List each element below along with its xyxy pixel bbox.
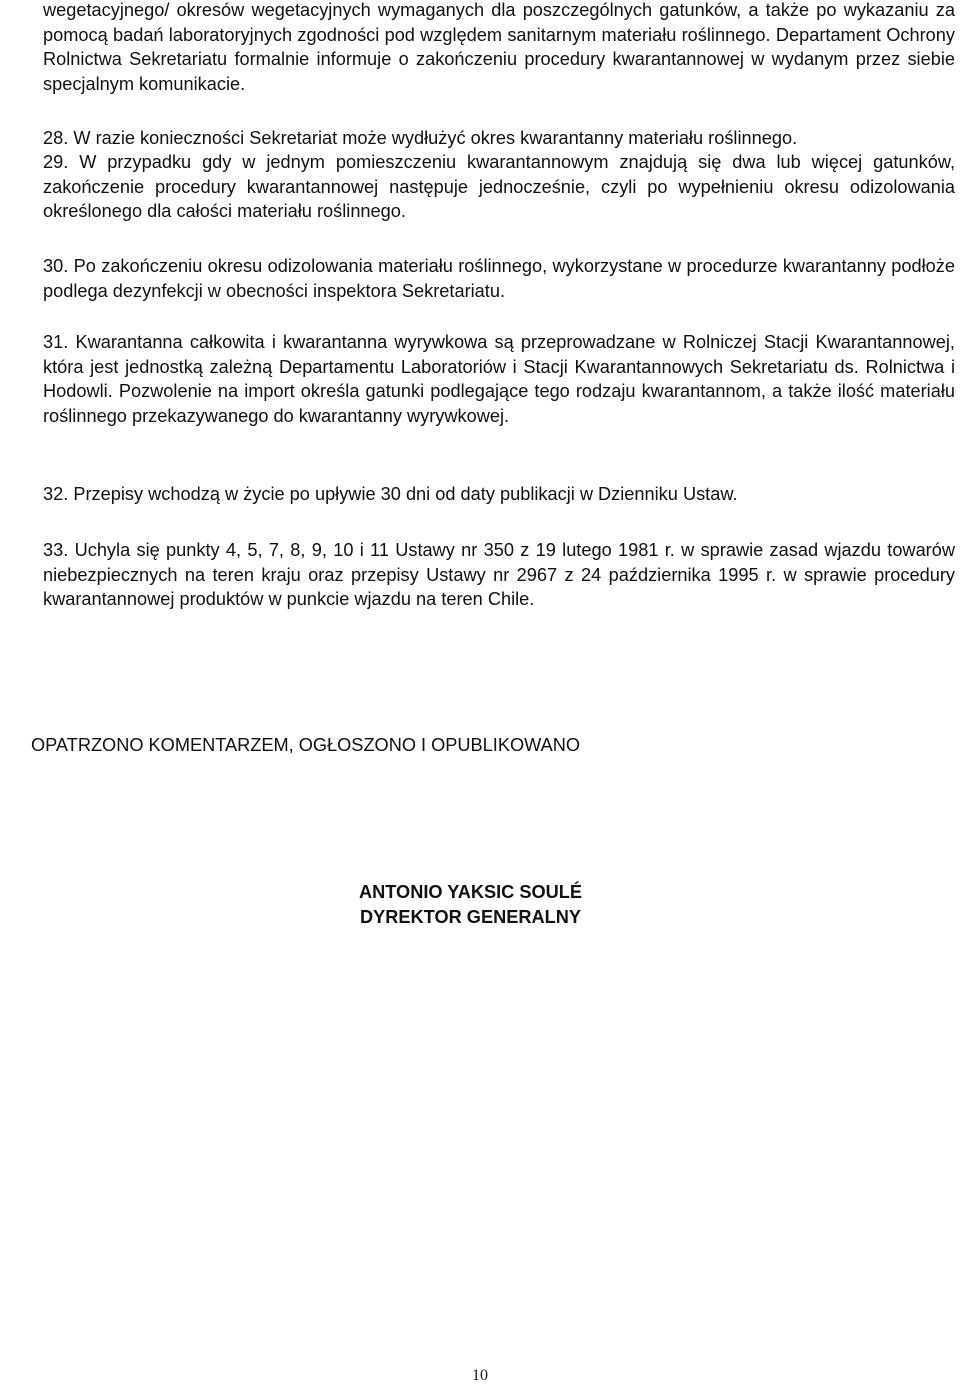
paragraph-number: 28.: [43, 128, 69, 148]
paragraph-31: [43, 330, 955, 428]
paragraph-number: 31.: [43, 332, 69, 352]
paragraph-29: [43, 150, 955, 224]
signatory-title: DYREKTOR GENERALNY: [360, 907, 581, 927]
paragraph-number: 32.: [43, 484, 69, 504]
page-number: 10: [472, 1367, 488, 1384]
paragraph-28: [43, 126, 955, 151]
paragraph-30: [43, 254, 955, 303]
paragraph-number: 33.: [43, 540, 69, 560]
signatory-name: ANTONIO YAKSIC SOULÉ: [359, 882, 583, 902]
closing-statement: OPATRZONO KOMENTARZEM, OGŁOSZONO I OPUBLIKOWANO: [31, 735, 581, 755]
paragraph-text: W razie konieczności Sekretariat może wydłużyć okres kwarantanny materiału roślinnego.: [73, 128, 798, 148]
paragraph-number: 29.: [43, 152, 69, 172]
signature-block: [359, 880, 582, 930]
paragraph-text: Kwarantanna całkowita i kwarantanna wyrywkowa są przeprowadzane w Rolniczej Stacji Kwarantannowej, która jest jednostką zależną Departamentu Laboratoriów i Stacji Kwarantannowych Sekretariatu ds. Rolnictwa i Hodowli. Pozwolenie na import określa gatunki podlegające tego rodzaju kwarantannom, a także ilość materiału roślinnego przekazywanego do kwarantanny wyrywkowej.: [43, 332, 955, 426]
paragraph-number: 30.: [43, 256, 69, 276]
paragraph-text: W przypadku gdy w jednym pomieszczeniu kwarantannowym znajdują się dwa lub więcej gatunków, zakończenie procedury kwarantannowej następuje jednocześnie, czyli po wypełnieniu okresu odizolowania określonego dla całości materiału roślinnego.: [43, 152, 956, 221]
paragraph-33: [43, 538, 955, 612]
paragraph-text: Przepisy wchodzą w życie po upływie 30 dni od daty publikacji w Dzienniku Ustaw.: [73, 484, 738, 504]
paragraph-32: [43, 482, 955, 507]
paragraph-text: Uchyla się punkty 4, 5, 7, 8, 9, 10 i 11 Ustawy nr 350 z 19 lutego 1981 r. w sprawie zasad wjazdu towarów niebezpiecznych na teren kraju oraz przepisy Ustawy nr 2967 z 24 października 1995 r. w sprawie procedury kwarantannowej produktów w punkcie wjazdu na teren Chile.: [43, 540, 955, 609]
paragraph-text: Po zakończeniu okresu odizolowania materiału roślinnego, wykorzystane w procedurze kwarantanny podłoże podlega dezynfekcji w obecności inspektora Sekretariatu.: [43, 256, 955, 301]
paragraph-continuation: wegetacyjnego/ okresów wegetacyjnych wymaganych dla poszczególnych gatunków, a także po wykazaniu za pomocą badań laboratoryjnych zgodności pod względem sanitarnym materiału roślinnego. Departament Ochrony Rolnictwa Sekretariatu formalnie informuje o zakończeniu procedury kwarantannowej w wydanym przez siebie specjalnym komunikacie.: [43, 0, 955, 94]
